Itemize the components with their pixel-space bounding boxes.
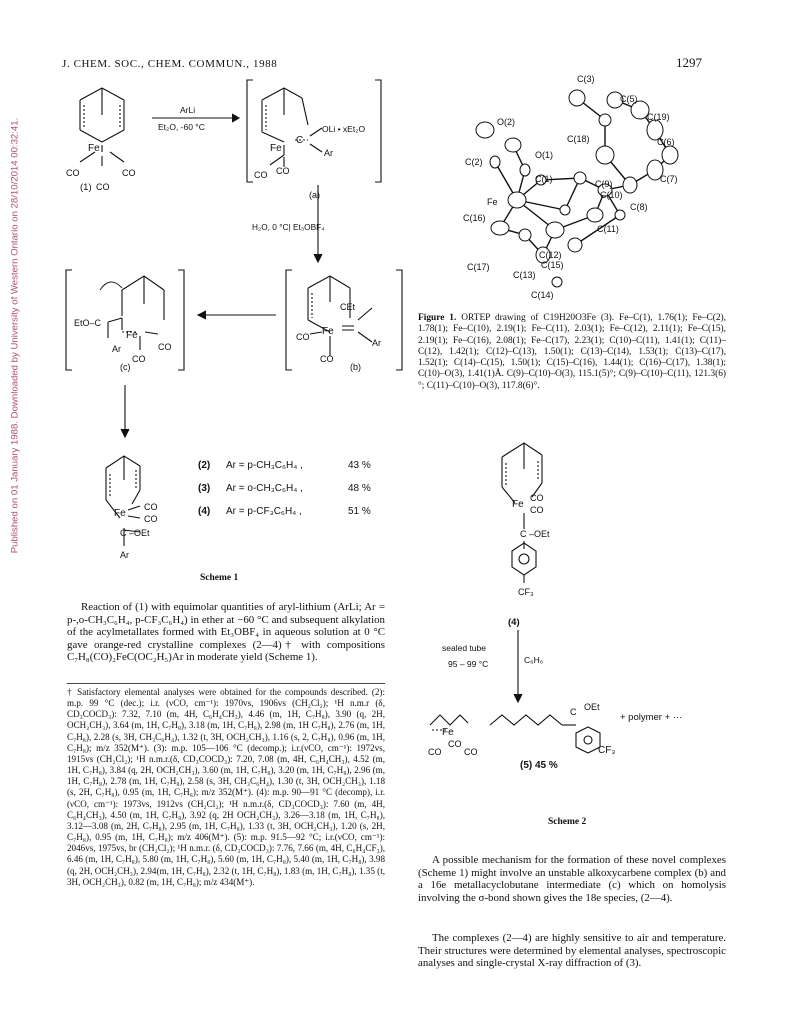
svg-text:CO: CO [276,166,290,176]
svg-text:Fe: Fe [88,143,100,154]
condition-sealed-tube: sealed tube [442,643,486,653]
svg-text:CO: CO [530,505,544,515]
svg-text:CO: CO [122,168,136,178]
atom-label: C(8) [630,202,648,212]
reagent-solvent-temp: Et₂O, -60 °C [158,122,205,132]
svg-text:(3): (3) [198,483,211,494]
download-watermark [0,0,22,1032]
atom-label: C(12) [539,250,562,260]
svg-text:(4): (4) [198,506,211,517]
svg-text:Ar: Ar [120,550,129,560]
svg-text:CO: CO [464,747,478,755]
figure-1-caption-lead: Figure 1. [418,313,457,323]
svg-text:Ar: Ar [112,344,121,354]
svg-text:Ar = p-CF₃C₆H₄ ,: Ar = p-CF₃C₆H₄ , [226,506,302,517]
svg-text:Ar: Ar [324,148,333,158]
compound-1-label: (1) [80,182,92,193]
footnote-analyses: † Satisfactory elemental analyses were obtained for the compounds described. (2): m.p. 99 °C (dec.); i.r. (νCO, cm⁻¹): 1970vs, 1906vs (CH₂Cl₂); ¹H n.m.r (δ, CD₃COCD₃): 7.32, 7.10 (m, 4H, C₆H₄CH₃), 4.46 (m, 1H, C₇H₈), 3.90 (q, 2H, OCH₂CH₃), 3.64 (m, 1H, C₇H₈), 3.18 (m, 1H, C₇H₈), 2.98 (m, 1H C₇H₈), 2.76 (m, 1H, C₇H₈), 2.28 (s, 3H, CH₃C₆H₄), 1.32 (t, 3H, OCH₂CH₃), 1.16 (s, 2, C₇H₈), 0.96 (m, 1H, C₇H₈); m/z 352(M⁺). (3): m.p. 105—106 °C (decomp.); i.r.(νCO, cm⁻¹): 1972vs, 1915vs (CH₂Cl₂); ¹H n.m.r.(δ, CD₃COCD₃): 7.20, 7.08 (m, 4H, C₆H₄CH₃), 4.52 (m, 1H, C₇H₈), 3.84 (q, 2H, OCH₂CH₃), 3.60 (m, 1H, C₇H₈), 3.20 (m, 1H, C₇H₈), 2.96 (m, 1H, C₇H₈), 2.78 (m, 1H, C₇H₈), 2.58 (s, 3H, CH₃C₆H₄), 1.30 (t, 3H, OCH₂CH₃), 1.18 (s, 2H, C₇H₈), 0.95 (m, 1H, C₇H₈); m/z 352(M⁺). (4): m.p. 90—91 °C (decomp), i.r.(νCO, cm⁻¹): 1973vs, 1912vs (CH₂Cl₂); ¹H n.m.r.(δ, CD₃COCD₃): 7.60 (m, 4H, C₆H₄CH₃), 4.50 (m, 1H, C₇H₈), 3.92 (q, 2H OCH₂CH₃), 3.26—3.18 (m, 1H, C₇H₈), 3.12—3.08 (m, 2H, C₇H₈), 2.95 (m, 1H, C₇H₈), 1.33 (t, 3H, OCH₂CH₃), 1.20 (s, 2H, C₇H₈), 0.95 (m, 1H, C₇H₈); m/z 406(M⁺). (5): m.p. 91.5—92 °C; i.r.(νCO, cm⁻¹): 2046vs, 1975vs, br (CH₂Cl₂); ¹H n.m.r. (δ, CD₃COCD₃): 7.76, 7.66 (m, 4H, C₆H₄CF₃), 6.46 (m, 1H, C₇H₈), 5.80 (m, 1H, C₇H₈), 5.60 (m, 1H, C₇H₈), 5.40 (m, 1H, C₇H₈), 3.98 (q, 2H, OCH₂CH₃), 2.94(m, 1H, C₇H₈), 2.32 (t, 1H, C₇H₈), 1.83 (m, 1H, C₇H₈), 1.35 (t, 3H, OCH₂CH₃), 0.82 (m, 1H, C₇H₈); m/z 434(M⁺). [67,687,385,887]
atom-label: C(17) [467,262,490,272]
atom-label: C(5) [620,94,638,104]
atom-label: C(6) [657,137,675,147]
svg-text:CO: CO [158,342,172,352]
atom-label: C(3) [577,74,595,84]
compound-4-label: (4) [508,617,520,628]
figure-1-caption [418,313,726,392]
svg-text:Ar: Ar [372,338,381,348]
svg-text:Ar = p-CH₃C₆H₄ ,: Ar = p-CH₃C₆H₄ , [226,460,303,471]
paragraph-mechanism: A possible mechanism for the formation of these novel complexes (Scheme 1) might involve an unstable alkoxycarbene complex (b) and a 16e metallacyclobutane intermediate (c) which on homolysis involving the σ-bond shown gives the 18e species, (2—4). [418,854,726,904]
svg-text:C –OEt: C –OEt [520,529,550,539]
atom-label: C(16) [463,213,486,223]
svg-text:Fe: Fe [114,508,126,519]
svg-text:C: C [296,135,304,146]
scheme-2-diagram [420,425,730,755]
atom-label: C(9) [595,179,613,189]
svg-text:51 %: 51 % [348,506,371,517]
svg-text:EtO–C: EtO–C [74,318,102,328]
byproducts-text: + polymer + ··· [620,712,683,723]
footnote-divider [67,683,385,684]
svg-text:CO: CO [254,170,268,180]
scheme1-label-b: (b) [350,362,361,372]
reagent-arli: ArLi [180,105,196,115]
reagent-alkylation: H₂O, 0 °C| Et₃OBF₄ [252,222,325,232]
oli-label: OLi • xEt₂O [322,124,366,134]
svg-text:Ar = o-CH₃C₆H₄ ,: Ar = o-CH₃C₆H₄ , [226,483,303,494]
yield-row [198,506,371,517]
svg-text:CEt: CEt [340,302,356,312]
condition-temperature: 95 – 99 °C [448,659,489,669]
atom-label: C(1) [535,174,553,184]
scheme1-label-c: (c) [120,362,131,372]
atom-label: C(10) [600,190,623,200]
atom-label: C(19) [647,112,670,122]
scheme-1-diagram [40,70,410,600]
svg-text:CO: CO [448,739,462,749]
svg-text:Fe: Fe [442,727,454,738]
svg-text:CO: CO [144,502,158,512]
svg-text:CO: CO [428,747,442,755]
svg-text:CF₃: CF₃ [518,587,534,597]
svg-text:Fe: Fe [322,326,334,337]
svg-text:CO: CO [96,182,110,192]
yield-row [198,483,371,494]
atom-label: C(11) [597,224,619,234]
ortep-figure [455,70,715,305]
atom-label: C(7) [660,174,678,184]
svg-text:C: C [570,707,577,717]
atom-label: C(13) [513,270,536,280]
compound-1-structure [80,88,124,166]
svg-text:CO: CO [144,514,158,524]
paragraph-structures: The complexes (2—4) are highly sensitive to air and temperature. Their structures were determined by elemental analyses, spectroscopic analyses and single-crystal X-ray diffraction of (3). [418,932,726,970]
figure-1-caption-text: ORTEP drawing of C19H20O3Fe (3). Fe–C(1), 1.76(1); Fe–C(2), 1.78(1); Fe–C(10), 2.19(1); Fe–C(11), 2.03(1); Fe–C(12), 2.11(1); Fe–C(15), 2.19(1); Fe–C(16), 2.08(1); Fe–C(17), 2.23(1); C(10)–C(11), 1.41(1); C(11)–C(12), 1.42(1); C(12)–C(13), 1.50(1); C(13)–C(14), 1.53(1); C(13)–C(17), 1.52(1); C(14)–C(15), 1.50(1); C(15)–C(16), 1.44(1); C(16)–C(17), 1.38(1); C(10)–O(3), 1.41(1)Å. C(9)–C(10)–O(3), 115.1(5)°; C(9)–C(10)–C(11), 121.3(6)°; C(11)–C(10)–O(3), 117.8(6)°. [418,313,726,391]
atom-label: O(1) [535,150,553,160]
atom-label: C(2) [465,157,483,167]
svg-text:OEt: OEt [584,702,600,712]
svg-text:Fe: Fe [126,330,138,341]
svg-text:CO: CO [132,354,146,364]
atom-label: Fe [487,197,498,207]
svg-text:43 %: 43 % [348,460,371,471]
svg-text:CO: CO [66,168,80,178]
paragraph-reaction: Reaction of (1) with equimolar quantities of aryl-lithium (ArLi; Ar = p-,o-CH₃C₆H₄, p-CF₃C₆H₄) in ether at −60 °C and subsequent alkylation of the acylmetallates formed with Et₃OBF₄ in aqueous solution at 0 °C gave orange-red crystalline complexes (2—4)† with compositions C₇H₈(CO)₂FeC(OC₂H₅)Ar in moderate yield (Scheme 1). [67,601,385,664]
yield-row [198,460,371,471]
intermediate-b-structure [308,276,372,356]
page-number: 1297 [676,55,702,70]
scheme-2-label: Scheme 2 [548,817,587,827]
scheme-1-label: Scheme 1 [200,573,239,583]
svg-text:CO: CO [530,493,544,503]
compound-5-yield: (5) 45 % [520,760,558,771]
atom-label: C(15) [541,260,564,270]
svg-text:(2): (2) [198,460,211,471]
atom-label: O(2) [497,117,515,127]
svg-text:C –OEt: C –OEt [120,528,150,538]
svg-text:CO: CO [296,332,310,342]
svg-text:Fe: Fe [270,143,282,154]
intermediate-a-structure [262,88,322,167]
condition-solvent: C₆H₆ [524,655,544,665]
yield-list [198,460,371,517]
atom-label: C(14) [531,290,554,300]
journal-header: J. CHEM. SOC., CHEM. COMMUN., 1988 [62,58,278,70]
scheme1-label-a: (a) [309,190,320,200]
watermark-text: Published on 01 January 1988. Downloaded by University of Western Ontario on 28/10/2014 00:32:41. [9,117,21,554]
atom-label: C(18) [567,134,590,144]
cf3-label: CF₃ [598,745,616,756]
svg-text:Fe: Fe [512,499,524,510]
svg-text:CO: CO [320,354,334,364]
svg-text:48 %: 48 % [348,483,371,494]
